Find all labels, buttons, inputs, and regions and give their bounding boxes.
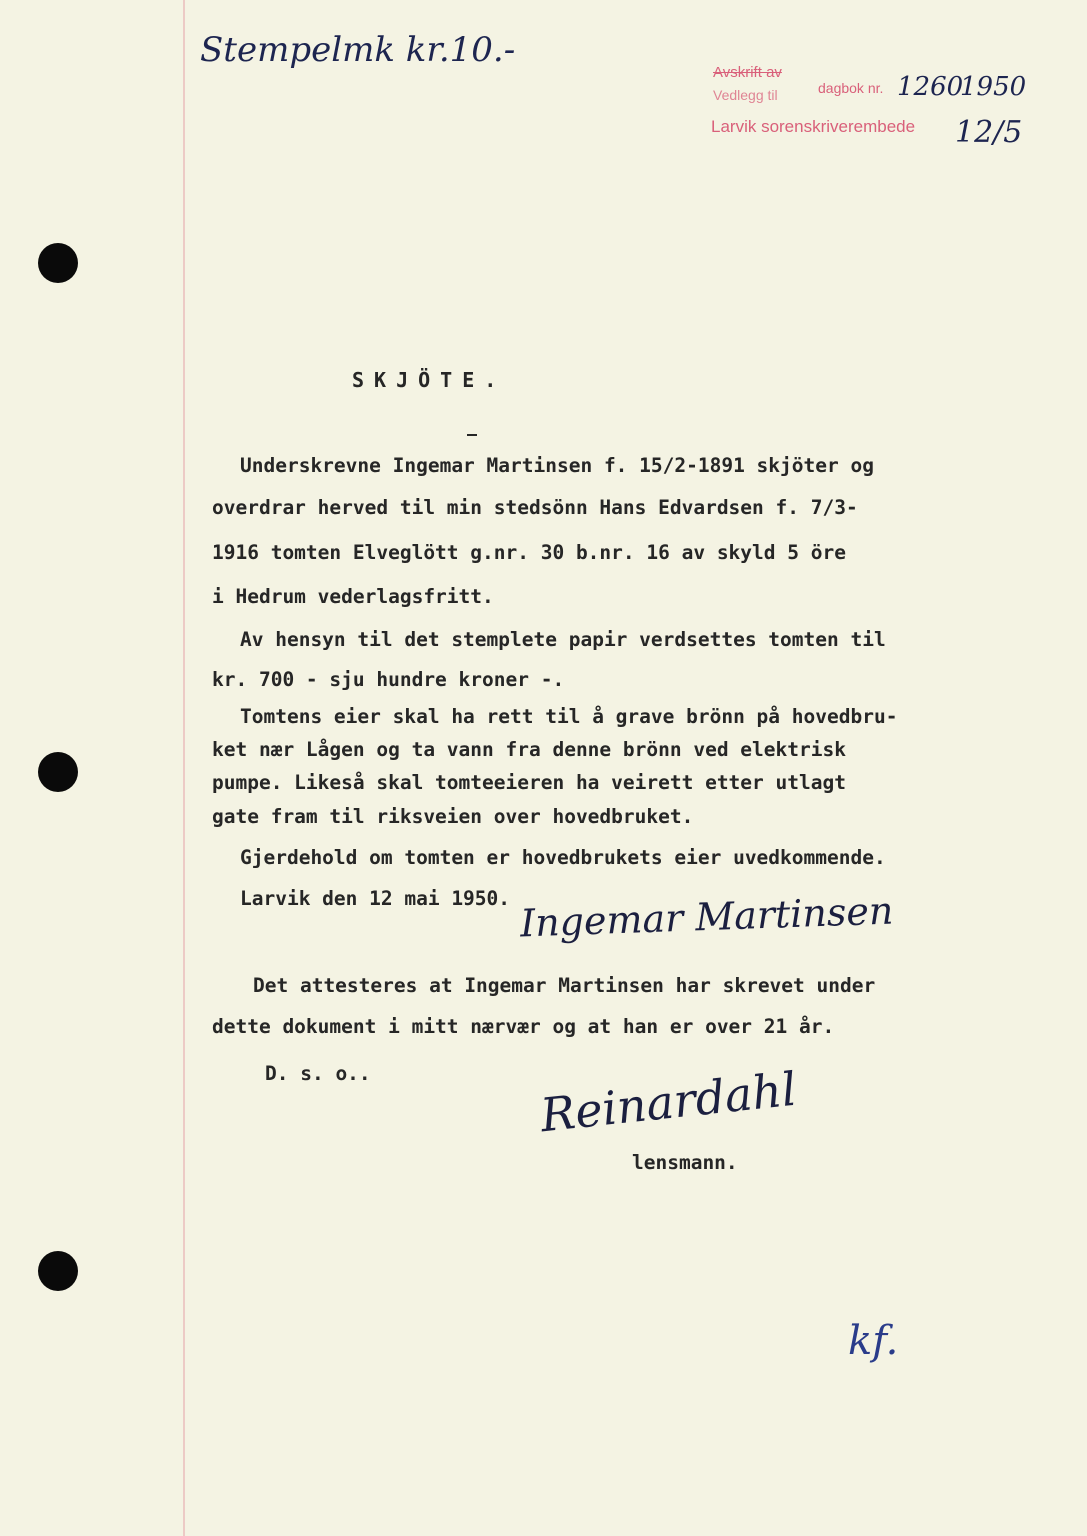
- handwritten-stamp-fee-note: Stempelmk kr.10.-: [200, 30, 516, 70]
- dagbok-number: 1260: [897, 72, 964, 102]
- body-line: Av hensyn til det stemplete papir verdsettes tomten til: [240, 628, 886, 651]
- stamp-avskrift: Avskrift av: [713, 64, 782, 81]
- body-line: Gjerdehold om tomten er hovedbrukets eier uvedkommende.: [240, 846, 886, 869]
- body-line: kr. 700 - sju hundre kroner -.: [212, 668, 565, 691]
- punch-hole: [38, 752, 78, 792]
- stamp-court-office: Larvik sorenskriverembede: [711, 117, 916, 136]
- initials: kf.: [848, 1318, 899, 1364]
- attest-line: Det attesteres at Ingemar Martinsen har skrevet under: [253, 974, 876, 997]
- role-lensmann: lensmann.: [632, 1151, 738, 1174]
- body-line: ket nær Lågen og ta vann fra denne brönn ved elektrisk: [212, 738, 846, 761]
- tick-mark: [467, 434, 477, 436]
- punch-hole: [38, 1251, 78, 1291]
- attest-line: dette dokument i mitt nærvær og at han er over 21 år.: [212, 1015, 835, 1038]
- stamp-vedlegg: Vedlegg til: [713, 87, 778, 103]
- body-line: Tomtens eier skal ha rett til å grave brönn på hovedbru-: [240, 705, 898, 728]
- body-line: 1916 tomten Elveglött g.nr. 30 b.nr. 16 av skyld 5 öre: [212, 541, 846, 564]
- punch-hole: [38, 243, 78, 283]
- seller-signature: Ingemar Martinsen: [519, 888, 894, 946]
- body-line: overdrar herved til min stedsönn Hans Edvardsen f. 7/3-: [212, 496, 858, 519]
- lensmann-signature: Reinardahl: [537, 1061, 799, 1143]
- margin-line: [183, 0, 185, 1536]
- dagbok-year: 1950: [960, 72, 1027, 102]
- date-line: Larvik den 12 mai 1950.: [240, 887, 511, 910]
- body-line: Underskrevne Ingemar Martinsen f. 15/2-1891 skjöter og: [240, 454, 874, 477]
- document-title: SKJÖTE.: [352, 368, 507, 392]
- stamp-dagbok-label: dagbok nr.: [818, 80, 884, 96]
- body-line: gate fram til riksveien over hovedbruket.: [212, 805, 694, 828]
- handwritten-date: 12/5: [955, 115, 1023, 150]
- body-line: pumpe. Likeså skal tomteeieren ha veirett etter utlagt: [212, 771, 846, 794]
- body-line: i Hedrum vederlagsfritt.: [212, 585, 494, 608]
- dso-abbreviation: D. s. o..: [265, 1062, 371, 1085]
